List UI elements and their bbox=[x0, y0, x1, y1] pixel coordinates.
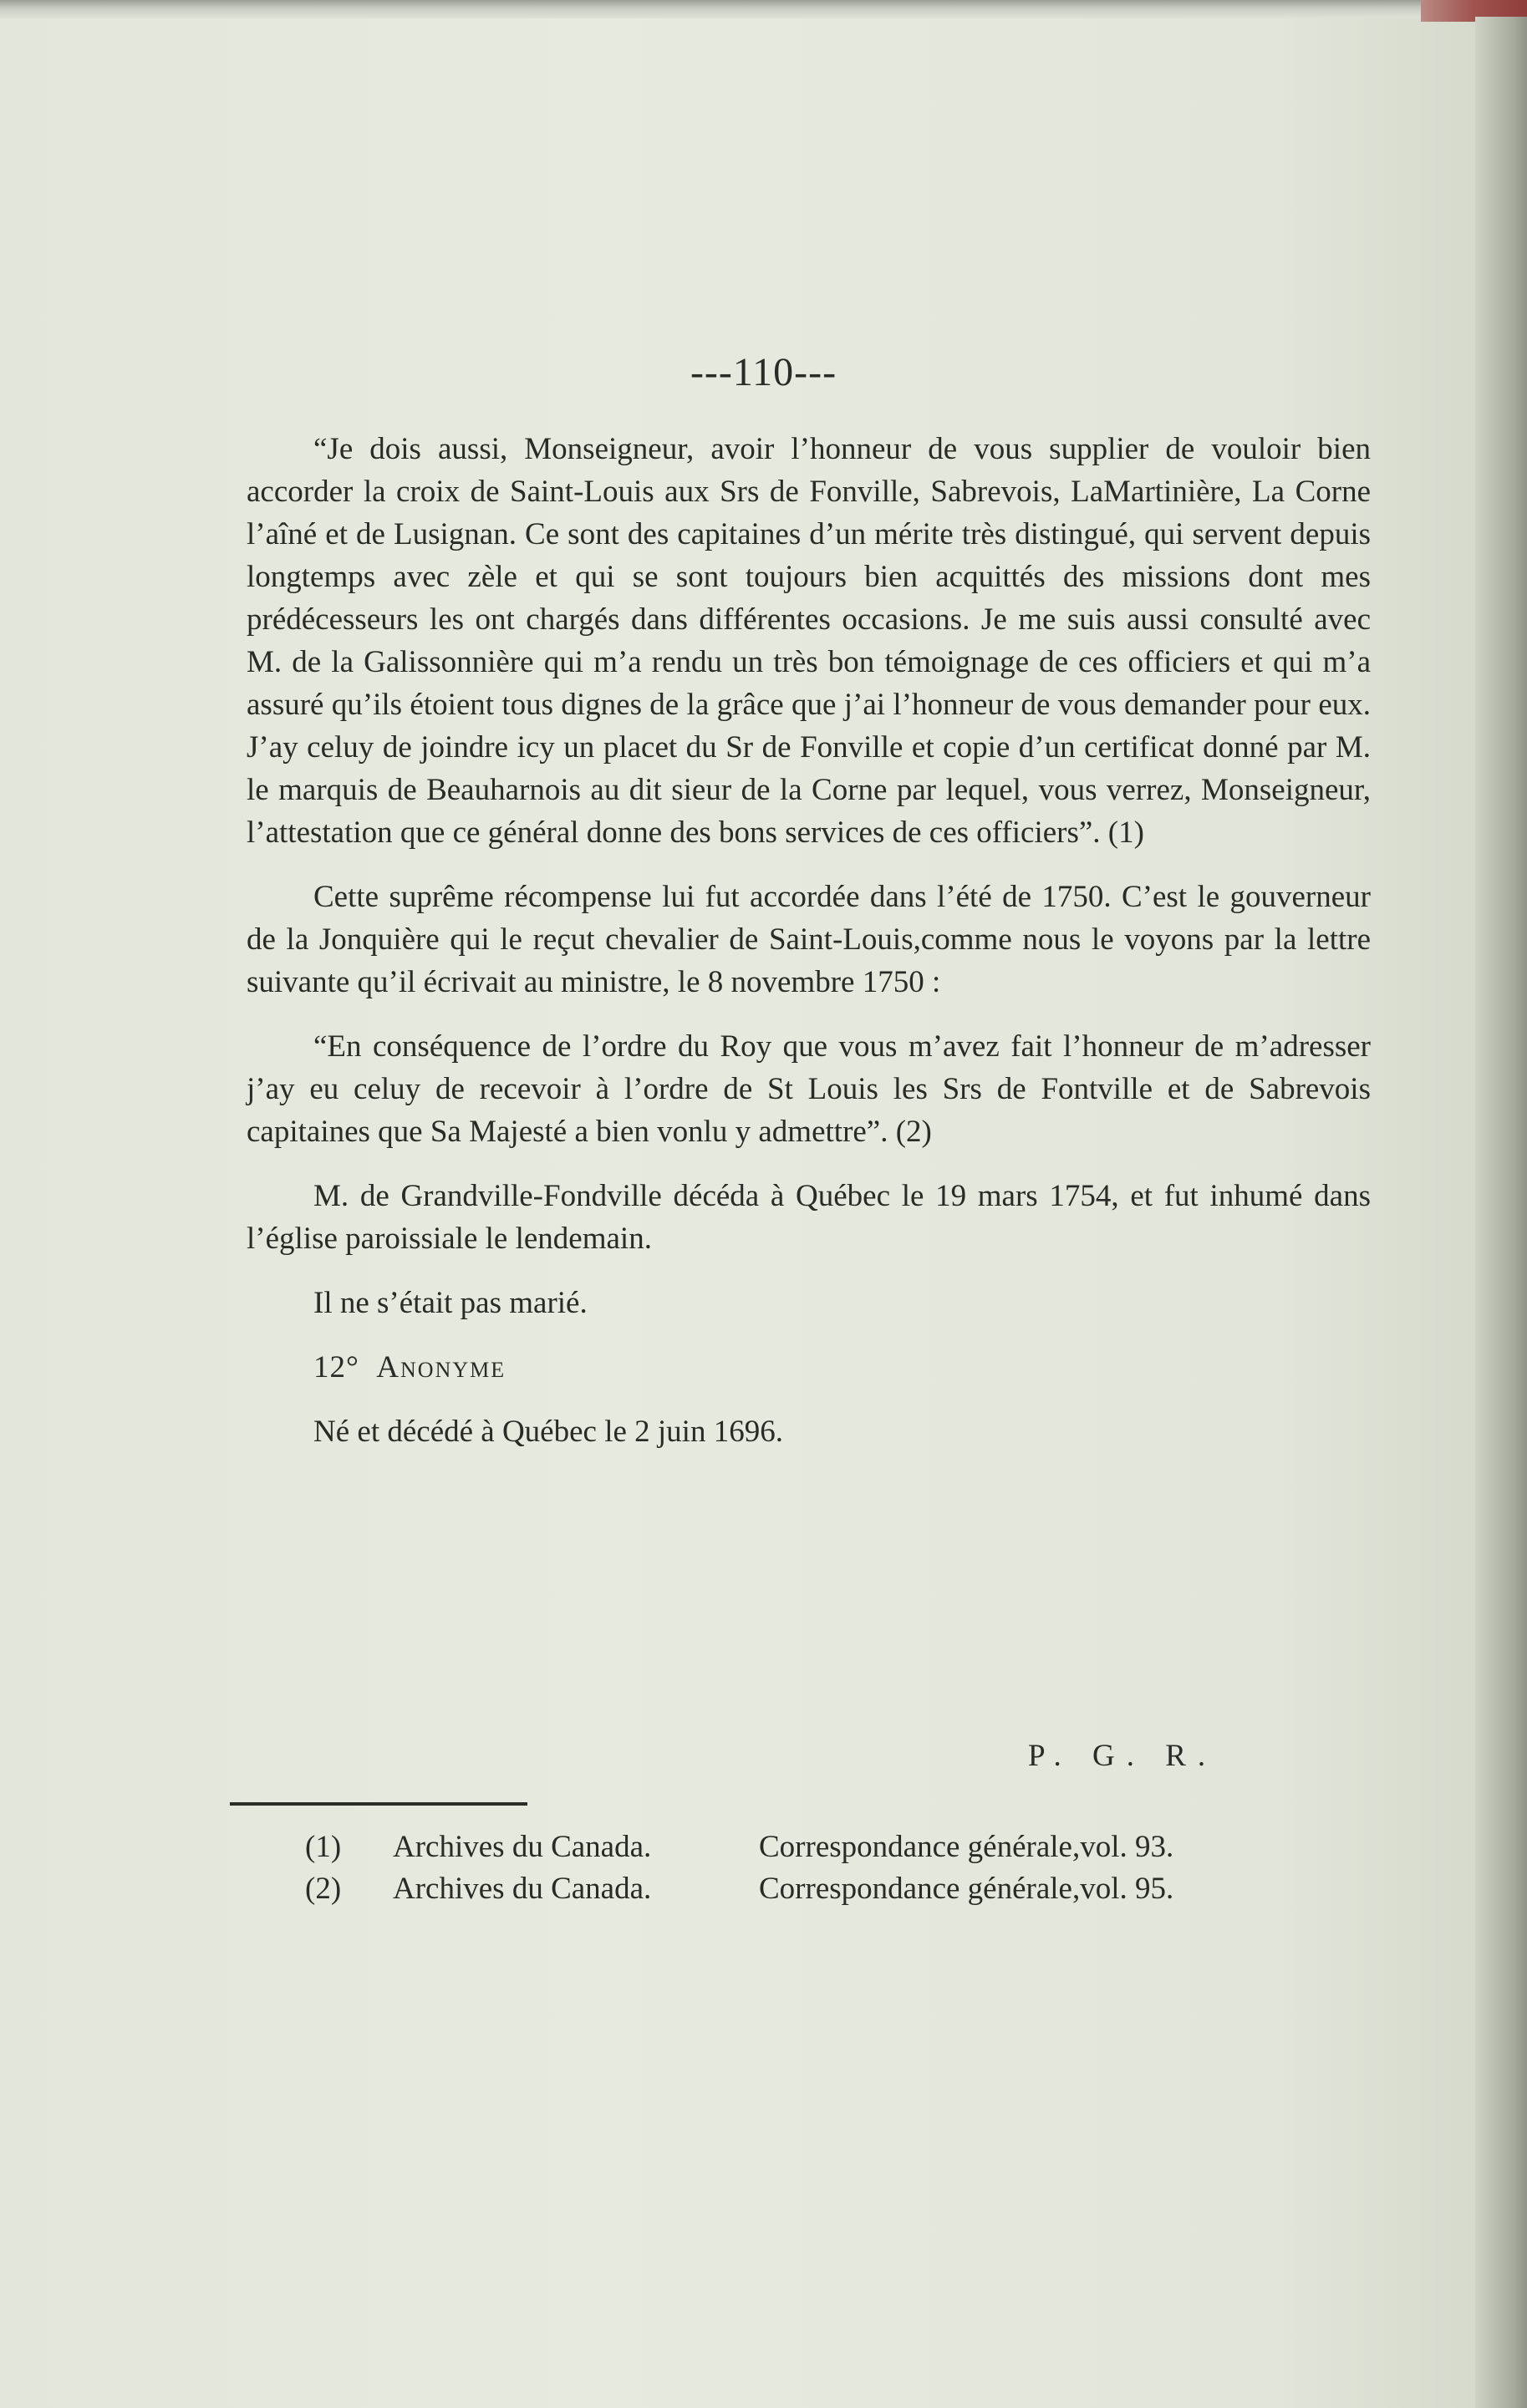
footnote-source: Archives du Canada. bbox=[393, 1872, 652, 1906]
page-top-edge bbox=[0, 0, 1527, 18]
signature-initials: P. G. R. bbox=[1028, 1739, 1218, 1773]
paragraph-second-quote: “En conséquence de l’ordre du Roy que vous m’avez fait l’honneur de m’adresser j’ay eu celuy de recevoir à l’ordre de St Louis les Srs de Fontville et de Sabrevois capitaines que Sa Majesté a bien vonlu y admettre”. (2) bbox=[247, 1029, 1371, 1149]
section-heading bbox=[247, 1346, 1371, 1389]
section-text: Né et décédé à Québec le 2 juin 1696. bbox=[313, 1415, 783, 1449]
footnotes bbox=[305, 1826, 1173, 1910]
page-number: ---110--- bbox=[690, 350, 837, 394]
paragraph-marriage: Il ne s’était pas marié. bbox=[313, 1286, 588, 1320]
paragraph-recompense: Cette suprême récompense lui fut accordée dans l’été de 1750. C’est le gouverneur de la Jonquière qui le reçut chevalier de Saint-Louis,comme nous le voyons par la lettre suivante qu’il écrivait au ministre, le 8 novembre 1750 : bbox=[247, 880, 1371, 999]
footnote-reference: Correspondance générale,vol. 93. bbox=[759, 1830, 1174, 1864]
footnote-number: (1) bbox=[305, 1830, 342, 1864]
section-number: 12° bbox=[313, 1350, 359, 1384]
paragraph-death: M. de Grandville-Fondville décéda à Québec le 19 mars 1754, et fut inhumé dans l’église paroissiale le lendemain. bbox=[247, 1179, 1371, 1256]
body-text bbox=[247, 428, 1371, 1475]
footnote-1 bbox=[305, 1826, 1173, 1868]
paragraph-letter-quote: “Je dois aussi, Monseigneur, avoir l’honneur de vous supplier de vouloir bien accorder la croix de Saint-Louis aux Srs de Fonville, Sabrevois, LaMartinière, La Corne l’aîné et de Lusignan. Ce sont des capitaines d’un mérite très distingué, qui servent depuis longtemps avec zèle et qui se sont toujours bien acquittés des missions dont mes prédécesseurs les ont chargés dans différentes occasions. Je me suis aussi consulté avec M. de la Galissonnière qui m’a rendu un très bon témoignage de ces officiers et qui m’a assuré qu’ils étoient tous dignes de la grâce que j’ai l’honneur de vous demander pour eux. J’ay celuy de joindre icy un placet du Sr de Fonville et copie d’un certificat donné par M. le marquis de Beauharnois au dit sieur de la Corne par lequel, vous verrez, Monseigneur, l’attestation que ce général donne des bons services de ces officiers”. (1) bbox=[247, 432, 1371, 850]
section-title: Anonyme bbox=[376, 1350, 506, 1384]
footnote-rule bbox=[230, 1802, 527, 1806]
footnote-reference: Correspondance générale,vol. 95. bbox=[759, 1872, 1174, 1906]
footnote-source: Archives du Canada. bbox=[393, 1830, 652, 1864]
footnote-number: (2) bbox=[305, 1872, 342, 1906]
footnote-2 bbox=[305, 1868, 1173, 1910]
